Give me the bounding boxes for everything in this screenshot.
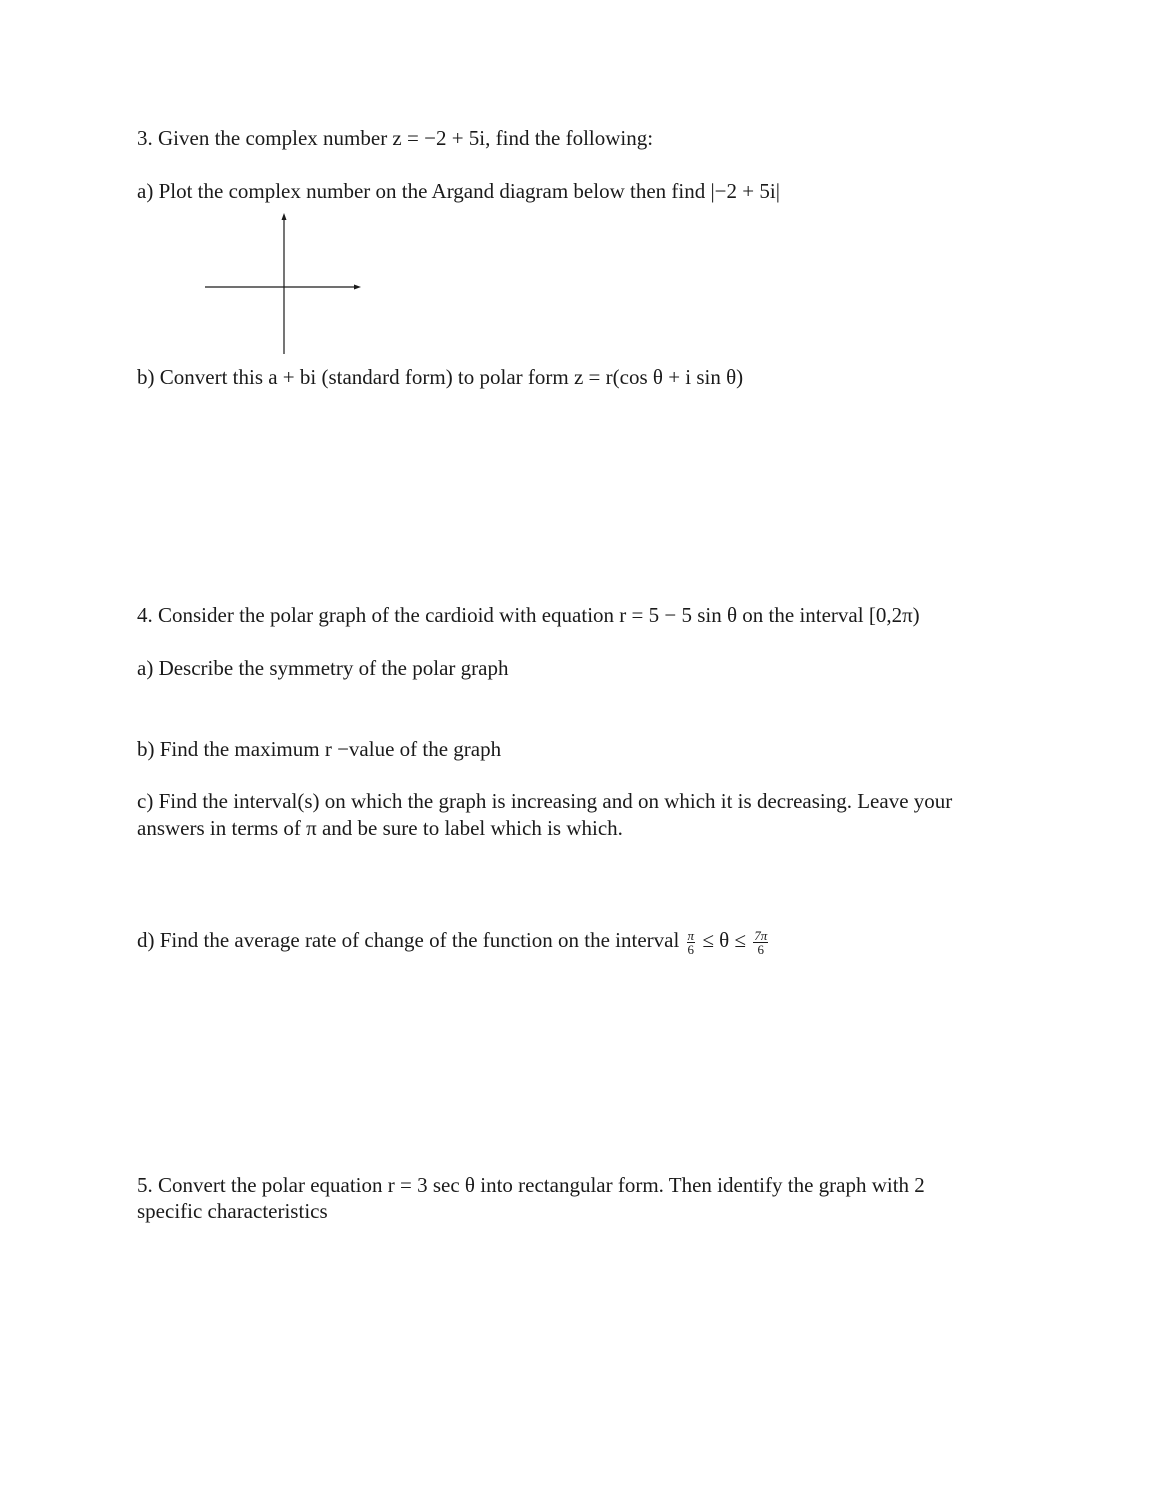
q4-part-d-text: d) Find the average rate of change of the function on the interval bbox=[137, 928, 680, 952]
lower-bound-fraction bbox=[687, 929, 696, 956]
argand-real-axis-arrow bbox=[354, 285, 361, 290]
inequality-middle: ≤ θ ≤ bbox=[702, 928, 746, 952]
q5-line1: 5. Convert the polar equation r = 3 sec θ into rectangular form. Then identify the graph with 2 bbox=[137, 1173, 925, 1197]
argand-imaginary-axis-arrow bbox=[282, 213, 287, 220]
argand-diagram bbox=[200, 210, 370, 360]
q5-line2: specific characteristics bbox=[137, 1199, 328, 1223]
lower-bound-numerator: π bbox=[687, 927, 695, 943]
q3-part-b: b) Convert this a + bi (standard form) to polar form z = r(cos θ + i sin θ) bbox=[137, 365, 744, 389]
q4-part-c-line2: answers in terms of π and be sure to label which is which. bbox=[137, 816, 623, 840]
lower-bound-denominator: 6 bbox=[687, 941, 695, 957]
upper-bound-fraction bbox=[753, 929, 768, 956]
q3-part-a: a) Plot the complex number on the Argand diagram below then find |−2 + 5i| bbox=[137, 179, 780, 203]
upper-bound-denominator: 6 bbox=[757, 941, 764, 957]
q4-part-c-line1: c) Find the interval(s) on which the graph is increasing and on which it is decreasing. Leave your bbox=[137, 789, 953, 813]
q4-part-a: a) Describe the symmetry of the polar graph bbox=[137, 656, 509, 680]
q4-part-d bbox=[137, 927, 770, 956]
q3-intro: 3. Given the complex number z = −2 + 5i, find the following: bbox=[137, 126, 654, 150]
q4-intro: 4. Consider the polar graph of the cardioid with equation r = 5 − 5 sin θ on the interval [0,2π) bbox=[137, 603, 920, 627]
upper-bound-numerator: 7π bbox=[754, 927, 768, 943]
q4-part-b: b) Find the maximum r −value of the graph bbox=[137, 737, 502, 761]
